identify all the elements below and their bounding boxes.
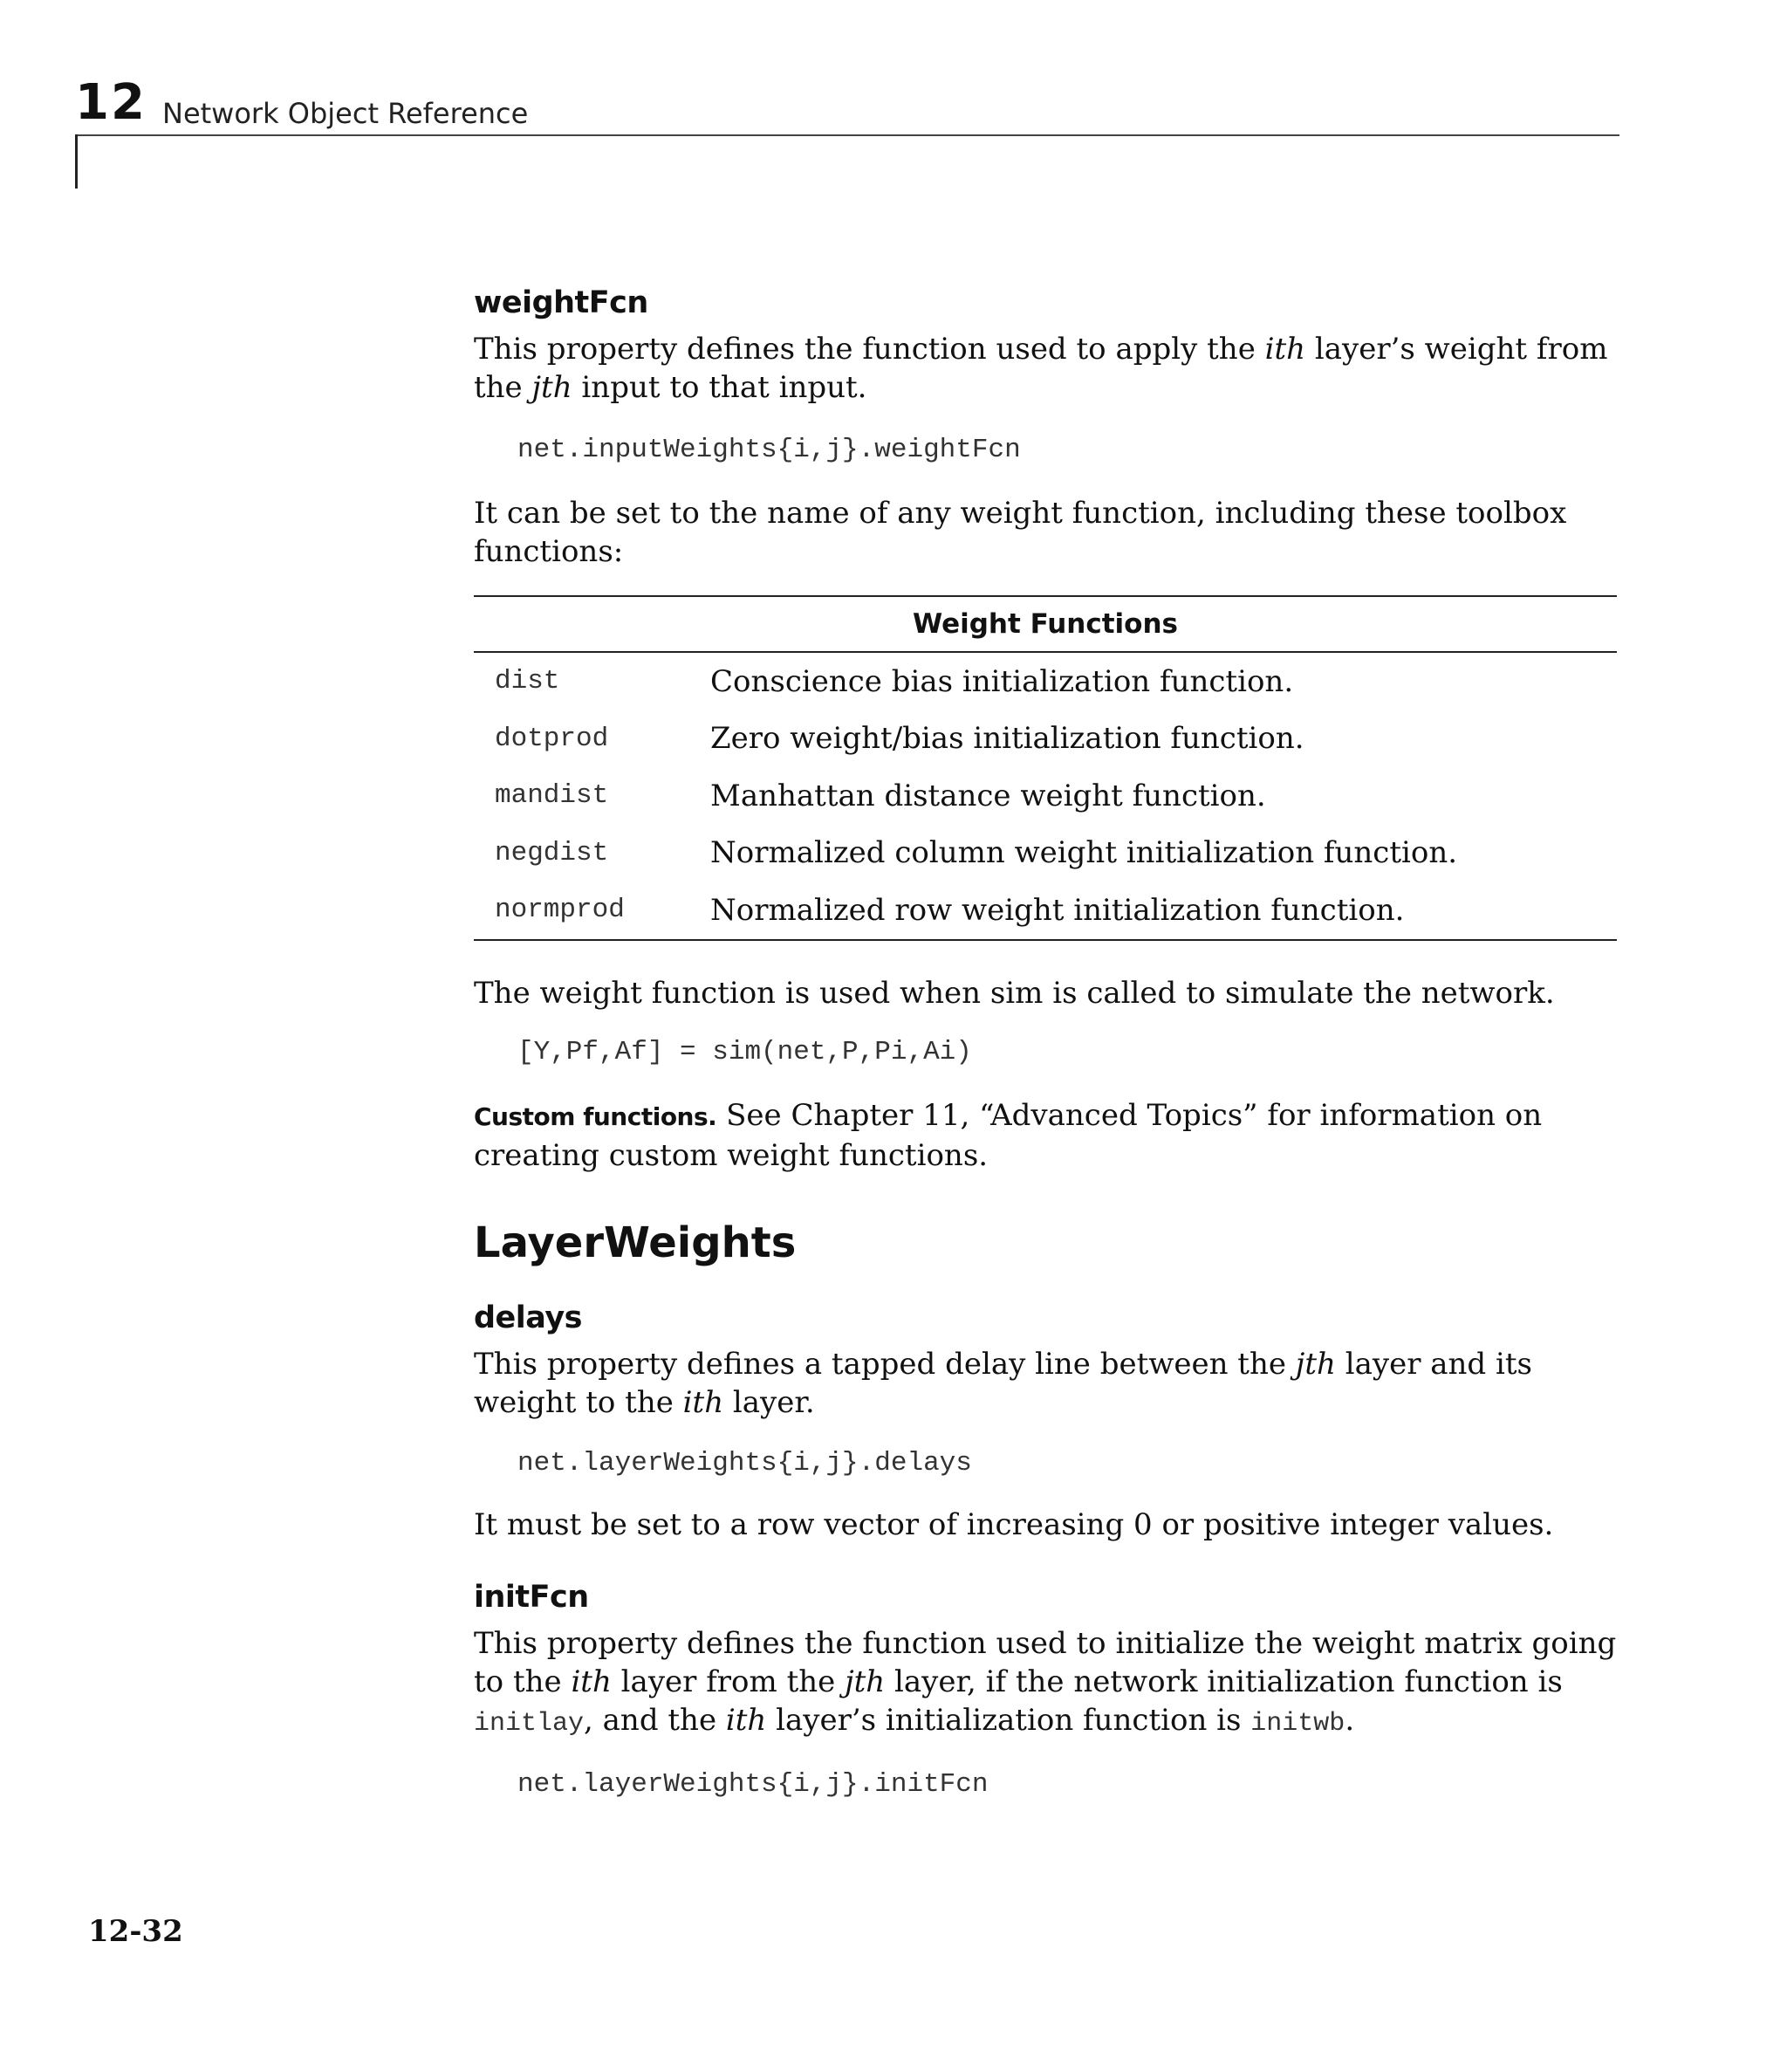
table-row bbox=[474, 882, 1617, 939]
text-run: layer’s initialization function is bbox=[766, 1703, 1251, 1739]
text-run: , and the bbox=[584, 1703, 726, 1739]
table-body bbox=[474, 653, 1617, 939]
text-run: This property defines the function used to apply the bbox=[474, 332, 1265, 367]
function-description: Normalized row weight initialization function. bbox=[710, 892, 1405, 928]
delays-code: net.layerWeights{i,j}.delays bbox=[517, 1448, 972, 1479]
italic-term: ith bbox=[571, 1664, 612, 1700]
function-description: Conscience bias initialization function. bbox=[710, 663, 1294, 699]
table-row bbox=[474, 653, 1617, 710]
text-run: See Chapter 11, “Advanced Topics” for information on creating custom weight functions. bbox=[474, 1097, 1543, 1173]
table-caption: Weight Functions bbox=[912, 608, 1179, 640]
table-row bbox=[474, 767, 1617, 825]
function-description: Manhattan distance weight function. bbox=[710, 778, 1266, 813]
text-run: This property defines a tapped delay line between the bbox=[474, 1347, 1296, 1382]
text-run: . bbox=[1345, 1703, 1355, 1739]
initfcn-description bbox=[474, 1624, 1617, 1743]
text-run: layer and its weight to the bbox=[474, 1347, 1532, 1421]
function-name: dotprod bbox=[495, 723, 609, 754]
table-bottom-rule bbox=[474, 939, 1617, 941]
custom-functions-paragraph bbox=[474, 1096, 1617, 1175]
weightfcn-set-text: It can be set to the name of any weight function, including these toolbox functions: bbox=[474, 496, 1567, 569]
function-name: mandist bbox=[495, 780, 609, 812]
italic-term: jth bbox=[845, 1664, 886, 1700]
weightfcn-description bbox=[474, 330, 1617, 407]
layerweights-heading: LayerWeights bbox=[474, 1218, 797, 1267]
sim-text: The weight function is used when sim is called to simulate the network. bbox=[474, 975, 1555, 1011]
function-name: normprod bbox=[495, 895, 625, 926]
weightfcn-code: net.inputWeights{i,j}.weightFcn bbox=[517, 435, 1021, 465]
inline-code: initwb bbox=[1250, 1709, 1345, 1739]
function-description: Zero weight/bias initialization function. bbox=[710, 721, 1304, 757]
sim-code: [Y,Pf,Af] = sim(net,P,Pi,Ai) bbox=[517, 1036, 972, 1067]
text-run: layer’s weight from the bbox=[474, 332, 1608, 405]
chapter-number: 12 bbox=[75, 74, 147, 131]
weight-functions-table bbox=[474, 595, 1617, 941]
text-run: layer. bbox=[723, 1385, 815, 1421]
italic-term: jth bbox=[1295, 1347, 1336, 1382]
inline-code: initlay bbox=[474, 1709, 585, 1739]
function-name: negdist bbox=[495, 837, 609, 868]
page-content bbox=[474, 285, 1617, 1825]
initfcn-code: net.layerWeights{i,j}.initFcn bbox=[517, 1769, 989, 1801]
table-row bbox=[474, 825, 1617, 882]
italic-term: ith bbox=[1264, 332, 1306, 367]
header-rule bbox=[75, 134, 1619, 136]
initfcn-heading: initFcn bbox=[474, 1580, 589, 1616]
italic-term: ith bbox=[725, 1703, 767, 1739]
custom-functions-label: Custom functions. bbox=[474, 1101, 717, 1131]
header-tick-mark bbox=[75, 134, 78, 189]
function-description: Normalized column weight initialization function. bbox=[710, 835, 1458, 871]
text-run: layer, if the network initialization function is bbox=[885, 1664, 1563, 1700]
text-run: layer from the bbox=[611, 1664, 846, 1700]
italic-term: ith bbox=[682, 1385, 724, 1421]
delays-set-text: It must be set to a row vector of increasing 0 or positive integer values. bbox=[474, 1507, 1554, 1543]
table-row bbox=[474, 710, 1617, 768]
chapter-title: Network Object Reference bbox=[162, 97, 529, 130]
function-name: dist bbox=[495, 666, 560, 697]
delays-description bbox=[474, 1345, 1617, 1422]
page-number: 12-32 bbox=[88, 1914, 183, 1949]
delays-heading: delays bbox=[474, 1300, 582, 1336]
text-run: input to that input. bbox=[572, 370, 867, 405]
text-run: This property defines the function used to initialize the weight matrix going to the bbox=[474, 1626, 1617, 1700]
weightfcn-heading: weightFcn bbox=[474, 285, 648, 320]
italic-term: jth bbox=[531, 370, 572, 405]
